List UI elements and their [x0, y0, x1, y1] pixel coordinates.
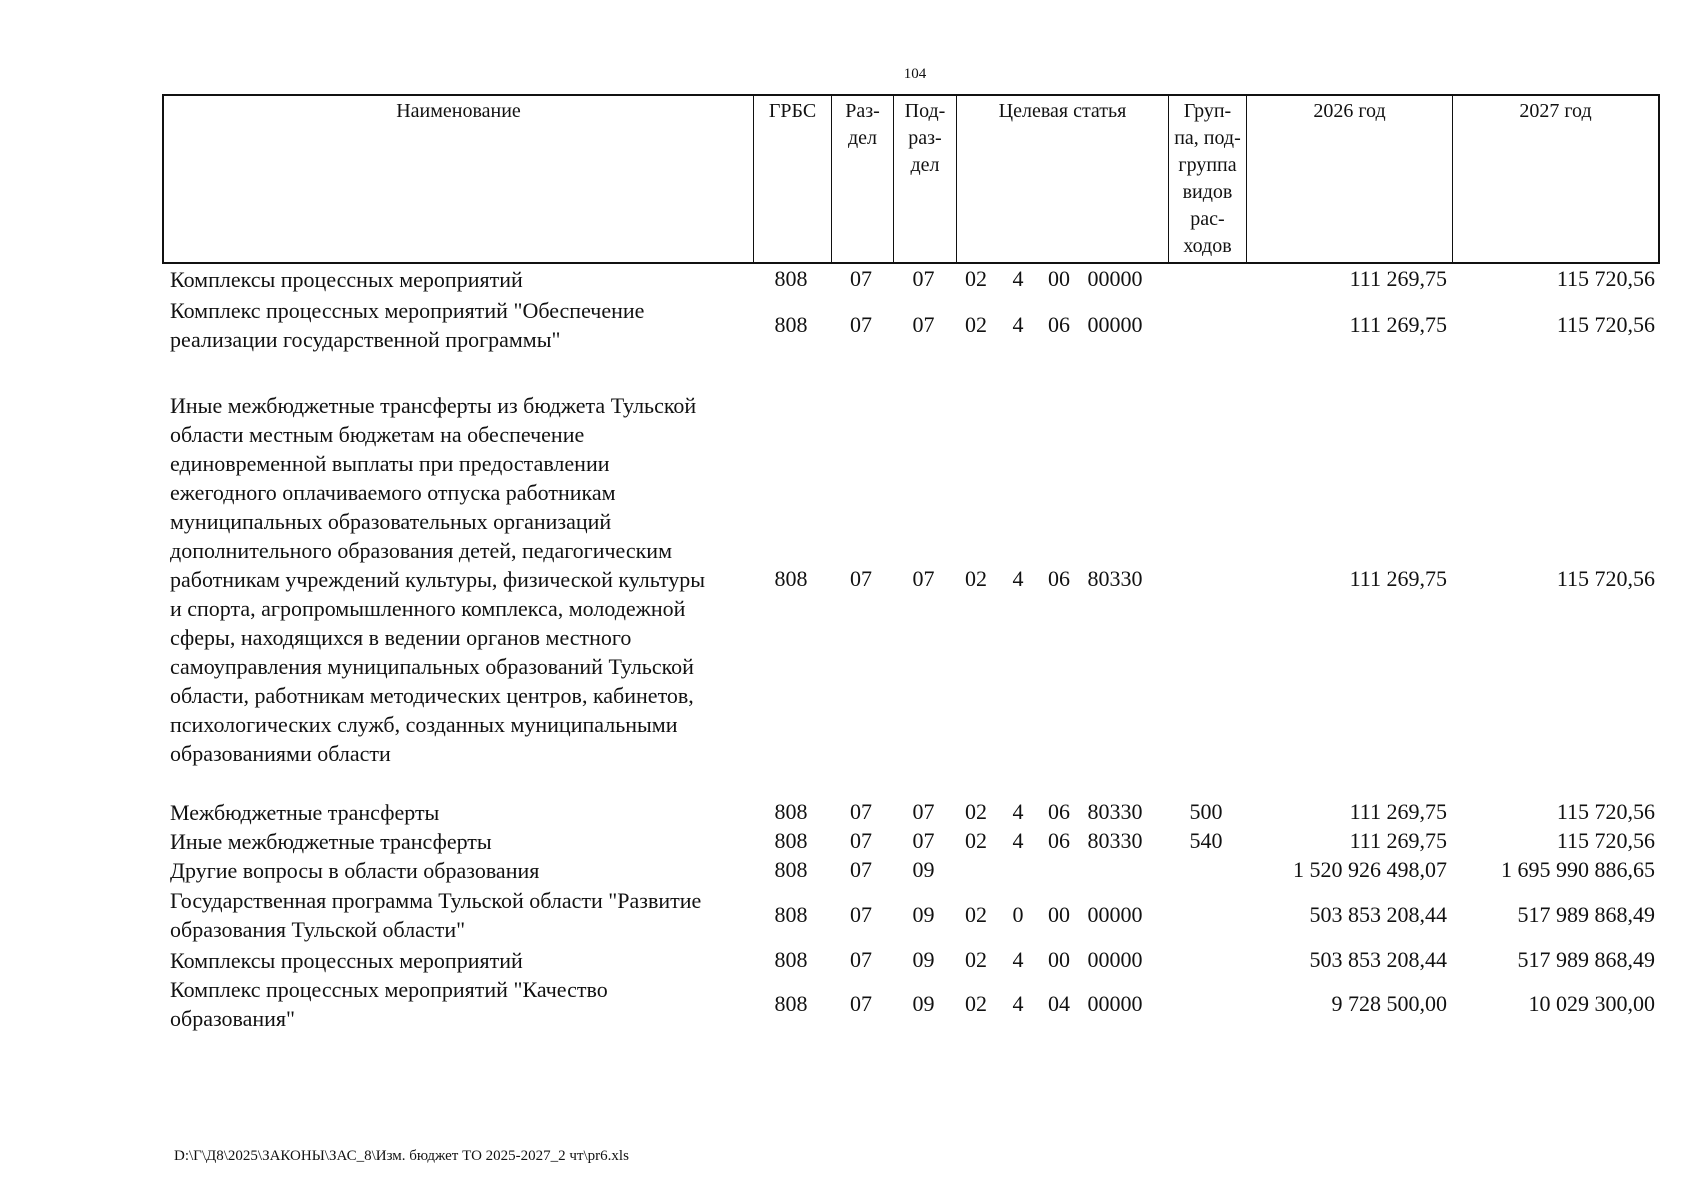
row-target-program: 02 — [965, 947, 987, 972]
row-razdel: 07 — [850, 799, 872, 824]
row-name-line: дополнительного образования детей, педагогическим — [170, 537, 673, 563]
row-name-line: Комплексы процессных мероприятий — [170, 947, 523, 973]
header-target — [957, 96, 1169, 262]
row-target-subprogram: 06 — [1048, 312, 1070, 337]
header-podrazdel-line: Под- — [904, 100, 946, 122]
row-target-subprogram: 06 — [1048, 566, 1070, 591]
row-target-type: 4 — [1012, 799, 1024, 824]
header-group-line: Груп- — [1183, 100, 1232, 122]
row-target-code — [1079, 855, 1151, 885]
row-grbs: 808 — [774, 799, 808, 824]
header-group-line: видов — [1182, 181, 1233, 203]
row-year2-amount: 115 720,56 — [1556, 566, 1655, 591]
row-name-line: Межбюджетные трансферты — [170, 799, 440, 825]
row-name-line: Иные межбюджетные трансферты — [170, 828, 492, 854]
row-grbs: 808 — [774, 947, 808, 972]
row-grbs: 808 — [774, 566, 808, 591]
header-podrazdel-line: раз- — [908, 127, 942, 149]
row-grbs: 808 — [774, 828, 808, 853]
row-name-line: единовременной выплаты при предоставлении — [170, 450, 610, 476]
row-target-code: 80330 — [1087, 799, 1143, 824]
row-target-program: 02 — [965, 799, 987, 824]
row-razdel: 07 — [850, 566, 872, 591]
row-razdel: 07 — [850, 857, 872, 882]
row-podrazdel: 09 — [912, 991, 935, 1016]
row-group — [1167, 383, 1245, 775]
row-name-line: образования" — [170, 1006, 296, 1031]
header-razdel — [832, 96, 894, 262]
row-grbs: 808 — [774, 857, 808, 882]
row-target-code: 00000 — [1087, 947, 1143, 972]
table-row — [162, 826, 1660, 856]
row-name-line: области местным бюджетам на обеспечение — [170, 421, 585, 447]
row-name-line: работникам учреждений культуры, физической культуры — [170, 566, 706, 592]
row-podrazdel: 07 — [912, 828, 935, 853]
row-name — [170, 383, 760, 775]
row-group: 500 — [1189, 799, 1223, 824]
row-year1-amount: 111 269,75 — [1349, 312, 1447, 337]
row-group — [1167, 264, 1245, 294]
row-group — [1167, 974, 1245, 1034]
row-name-line: ежегодного оплачиваемого отпуска работникам — [170, 479, 616, 505]
row-name-line: Комплексы процессных мероприятий — [170, 266, 523, 292]
row-podrazdel: 07 — [912, 566, 935, 591]
row-razdel: 07 — [850, 828, 872, 853]
header-group-line: рас- — [1190, 208, 1225, 230]
header-target-label: Целевая статья — [998, 100, 1127, 122]
row-name-line: области, работникам методических центров, кабинетов, — [170, 682, 694, 708]
row-name-line: образованиями области — [170, 740, 391, 766]
row-podrazdel: 07 — [912, 799, 935, 824]
row-year2-amount: 115 720,56 — [1556, 799, 1655, 824]
row-year1-amount: 111 269,75 — [1349, 566, 1447, 591]
row-podrazdel: 07 — [912, 312, 935, 337]
row-name-line: Комплекс процессных мероприятий "Обеспечение — [170, 298, 645, 323]
table-row — [162, 797, 1660, 827]
row-target-code: 00000 — [1087, 902, 1143, 927]
row-target-subprogram: 00 — [1048, 902, 1070, 927]
table-row — [162, 885, 1660, 945]
row-group — [1167, 885, 1245, 945]
row-year2-amount: 115 720,56 — [1556, 312, 1655, 337]
row-target-code: 80330 — [1087, 566, 1143, 591]
row-target-program: 02 — [965, 828, 987, 853]
row-group — [1167, 945, 1245, 975]
header-year1 — [1247, 96, 1453, 262]
row-target-program: 02 — [965, 566, 987, 591]
row-name-line: психологических служб, созданных муниципальными — [170, 711, 678, 737]
row-razdel: 07 — [850, 947, 872, 972]
row-grbs: 808 — [774, 266, 808, 291]
row-target-subprogram — [1039, 855, 1079, 885]
header-group-line: ходов — [1183, 235, 1232, 257]
row-name — [170, 264, 760, 294]
row-name — [170, 945, 760, 975]
header-year1-label: 2026 год — [1313, 100, 1386, 122]
row-target-type: 4 — [1012, 266, 1024, 291]
row-name — [170, 974, 760, 1034]
row-year1-amount: 111 269,75 — [1349, 266, 1447, 291]
row-year2-amount: 10 029 300,00 — [1528, 991, 1655, 1016]
header-grbs-label: ГРБС — [768, 100, 817, 122]
row-target-subprogram: 00 — [1048, 266, 1070, 291]
table-row — [162, 295, 1660, 355]
row-name-line: муниципальных образовательных организаций — [170, 508, 612, 534]
table-row — [162, 264, 1660, 294]
header-year2 — [1453, 96, 1658, 262]
header-name — [164, 96, 754, 262]
row-podrazdel: 09 — [912, 902, 935, 927]
row-target-code: 80330 — [1087, 828, 1143, 853]
row-name — [170, 885, 760, 945]
header-razdel-line: дел — [847, 127, 878, 149]
row-name-line: реализации государственной программы" — [170, 327, 561, 352]
row-year2-amount: 517 989 868,49 — [1517, 902, 1655, 927]
row-name — [170, 826, 760, 856]
header-podrazdel-line: дел — [910, 154, 940, 176]
row-target-type: 4 — [1012, 828, 1024, 853]
table-row — [162, 855, 1660, 885]
row-group — [1167, 295, 1245, 355]
row-target-type: 4 — [1012, 312, 1024, 337]
row-target-subprogram: 04 — [1048, 991, 1070, 1016]
row-name — [170, 295, 760, 355]
row-target-subprogram: 06 — [1048, 799, 1070, 824]
row-name-line: самоуправления муниципальных образований Тульской — [170, 653, 694, 679]
row-target-type: 4 — [1012, 947, 1024, 972]
row-podrazdel: 07 — [912, 266, 935, 291]
row-target-program: 02 — [965, 902, 987, 927]
table-row — [162, 383, 1660, 775]
row-name-line: сферы, находящихся в ведении органов местного — [170, 624, 632, 650]
header-grbs — [754, 96, 832, 262]
row-razdel: 07 — [850, 991, 872, 1016]
footer-file-path: D:\Г\Д8\2025\ЗАКОНЫ\ЗАС_8\Изм. бюджет ТО 2025-2027_2 чт\pr6.xls — [174, 1148, 629, 1164]
row-year1-amount: 111 269,75 — [1349, 799, 1447, 824]
row-target-code: 00000 — [1087, 312, 1143, 337]
row-year1-amount: 503 853 208,44 — [1309, 902, 1447, 927]
row-year2-amount: 517 989 868,49 — [1517, 947, 1655, 972]
table-header — [162, 94, 1660, 264]
header-name-label: Наименование — [396, 100, 521, 122]
row-target-code: 00000 — [1087, 991, 1143, 1016]
row-target-program: 02 — [965, 266, 987, 291]
row-razdel: 07 — [850, 902, 872, 927]
row-razdel: 07 — [850, 312, 872, 337]
row-group: 540 — [1189, 828, 1223, 853]
table-row — [162, 974, 1660, 1034]
header-group-line: па, под- — [1174, 127, 1241, 149]
row-year1-amount: 9 728 500,00 — [1331, 991, 1447, 1016]
row-grbs: 808 — [774, 312, 808, 337]
header-year2-label: 2027 год — [1519, 100, 1592, 122]
row-target-program: 02 — [965, 312, 987, 337]
row-target-type: 0 — [1012, 902, 1024, 927]
row-grbs: 808 — [774, 902, 808, 927]
row-year2-amount: 1 695 990 886,65 — [1501, 857, 1655, 882]
row-name-line: Другие вопросы в области образования — [170, 857, 540, 883]
row-target-program: 02 — [965, 991, 987, 1016]
row-target-type: 4 — [1012, 991, 1024, 1016]
row-year1-amount: 111 269,75 — [1349, 828, 1447, 853]
header-group-line: группа — [1178, 154, 1237, 176]
row-year1-amount: 503 853 208,44 — [1309, 947, 1447, 972]
row-year2-amount: 115 720,56 — [1556, 828, 1655, 853]
page-number: 104 — [903, 66, 927, 82]
header-razdel-line: Раз- — [845, 100, 880, 122]
row-name-line: Комплекс процессных мероприятий "Качество — [170, 977, 608, 1002]
row-name-line: Иные межбюджетные трансферты из бюджета Тульской — [170, 392, 697, 418]
header-group — [1169, 96, 1247, 262]
row-year2-amount: 115 720,56 — [1556, 266, 1655, 291]
row-target-subprogram: 06 — [1048, 828, 1070, 853]
row-name — [170, 855, 760, 885]
row-name — [170, 797, 760, 827]
header-podrazdel — [894, 96, 957, 262]
row-target-type: 4 — [1012, 566, 1024, 591]
row-podrazdel: 09 — [912, 857, 935, 882]
row-target-code: 00000 — [1087, 266, 1143, 291]
row-target-type — [997, 855, 1039, 885]
row-year1-amount: 1 520 926 498,07 — [1293, 857, 1447, 882]
row-target-subprogram: 00 — [1048, 947, 1070, 972]
row-razdel: 07 — [850, 266, 872, 291]
row-podrazdel: 09 — [912, 947, 935, 972]
row-name-line: и спорта, агропромышленного комплекса, молодежной — [170, 595, 686, 621]
table-row — [162, 945, 1660, 975]
row-target-program — [955, 855, 997, 885]
row-grbs: 808 — [774, 991, 808, 1016]
row-name-line: Государственная программа Тульской области "Развитие — [170, 888, 702, 913]
row-group — [1167, 855, 1245, 885]
row-name-line: образования Тульской области" — [170, 917, 466, 942]
